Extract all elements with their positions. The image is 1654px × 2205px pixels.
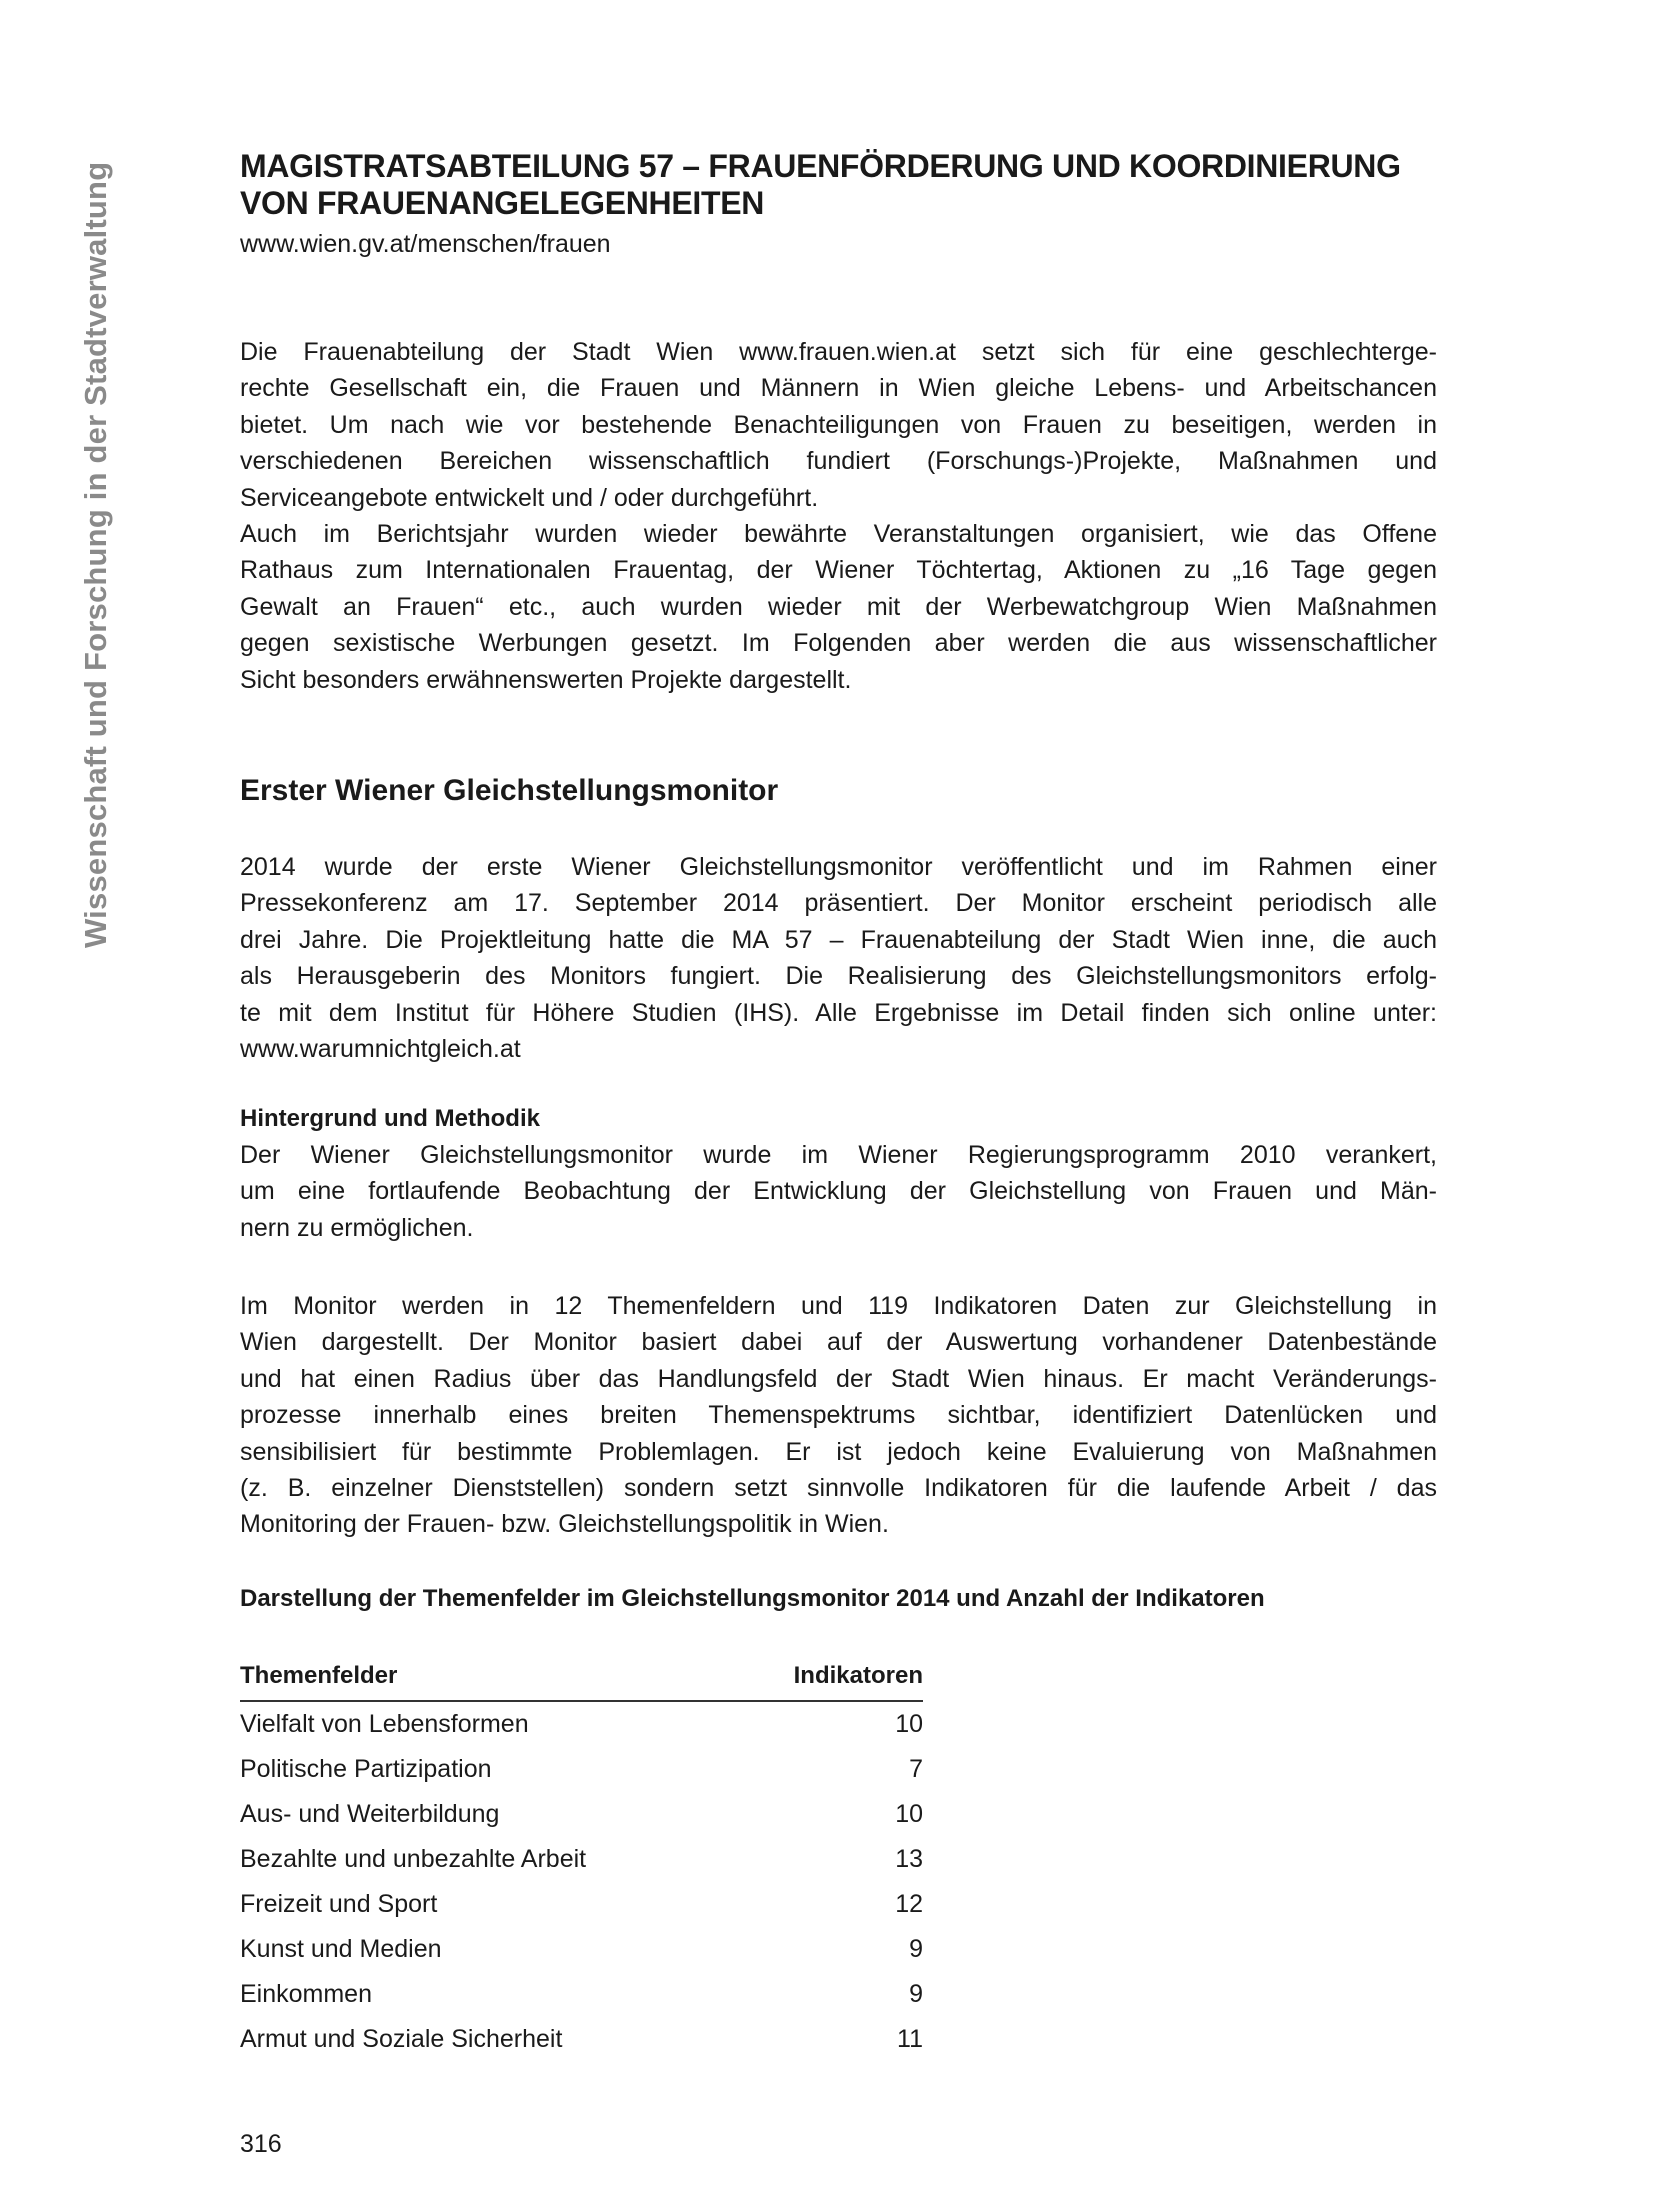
- themenfeld-cell: Kunst und Medien: [240, 1935, 442, 1963]
- text-line: nern zu ermöglichen.: [240, 1213, 474, 1242]
- text-line: www.warumnichtgleich.at: [240, 1034, 521, 1063]
- table-row: [240, 1882, 923, 1927]
- themenfeld-cell: Armut und Soziale Sicherheit: [240, 2025, 563, 2053]
- themenfeld-cell: Vielfalt von Lebensformen: [240, 1710, 529, 1738]
- department-url[interactable]: www.wien.gv.at/menschen/frauen: [240, 230, 611, 258]
- table-row: [240, 1701, 923, 1747]
- themenfelder-table: [240, 1662, 923, 2062]
- text-line: Monitoring der Frauen- bzw. Gleichstellungspolitik in Wien.: [240, 1510, 889, 1539]
- table-row: [240, 1927, 923, 1972]
- text-line: Rathaus zum Internationalen Frauentag, der Wiener Töchtertag, Aktionen zu „16 Tage gegen: [240, 556, 1437, 585]
- indikatoren-cell: 13: [895, 1845, 923, 1873]
- text-line: Die Frauenabteilung der Stadt Wien www.frauen.wien.at setzt sich für eine geschlechterge-: [240, 338, 1437, 366]
- indikatoren-cell: 9: [909, 1980, 923, 2008]
- column-header-indikatoren: Indikatoren: [737, 1662, 923, 1701]
- text-line: bietet. Um nach wie vor bestehende Benachteiligungen von Frauen zu beseitigen, werden in: [240, 410, 1437, 439]
- side-running-title: Wissenschaft und Forschung in der Stadtverwaltung: [78, 161, 113, 948]
- text-line: Gewalt an Frauen“ etc., auch wurden wieder mit der Werbewatchgroup Wien Maßnahmen: [240, 592, 1437, 621]
- text-line: Pressekonferenz am 17. September 2014 präsentiert. Der Monitor erscheint periodisch alle: [240, 889, 1437, 918]
- text-line: Der Wiener Gleichstellungsmonitor wurde im Wiener Regierungsprogramm 2010 verankert,: [240, 1141, 1437, 1169]
- section-title: Erster Wiener Gleichstellungsmonitor: [240, 774, 779, 807]
- table-caption: Darstellung der Themenfelder im Gleichstellungsmonitor 2014 und Anzahl der Indikatoren: [240, 1585, 1265, 1612]
- indikatoren-cell: 9: [909, 1935, 923, 1963]
- themenfeld-cell: Einkommen: [240, 1980, 372, 2008]
- column-header-themenfelder: Themenfelder: [240, 1662, 737, 1701]
- heading-line: VON FRAUENANGELEGENHEITEN: [240, 185, 765, 221]
- indikatoren-cell: 7: [909, 1755, 923, 1783]
- text-line: gegen sexistische Werbungen gesetzt. Im Folgenden aber werden die aus wissenschaftlicher: [240, 629, 1437, 658]
- text-line: Wien dargestellt. Der Monitor basiert dabei auf der Auswertung vorhandener Datenbestände: [240, 1328, 1437, 1357]
- section-paragraph: [240, 849, 1437, 1067]
- text-line: Serviceangebote entwickelt und / oder durchgeführt.: [240, 483, 819, 512]
- indikatoren-cell: 11: [897, 2025, 923, 2053]
- text-line: und hat einen Radius über das Handlungsfeld der Stadt Wien hinaus. Er macht Veränderungs-: [240, 1364, 1437, 1393]
- text-line: verschiedenen Bereichen wissenschaftlich fundiert (Forschungs-)Projekte, Maßnahmen und: [240, 447, 1437, 476]
- subsection-title: Hintergrund und Methodik: [240, 1105, 540, 1132]
- themenfeld-cell: Bezahlte und unbezahlte Arbeit: [240, 1845, 587, 1873]
- text-line: drei Jahre. Die Projektleitung hatte die MA 57 – Frauenabteilung der Stadt Wien inne, die auch: [240, 925, 1437, 954]
- subsection-paragraph-1: [240, 1137, 1437, 1246]
- text-line: rechte Gesellschaft ein, die Frauen und Männern in Wien gleiche Lebens- und Arbeitschancen: [240, 374, 1437, 403]
- themenfeld-cell: Politische Partizipation: [240, 1755, 492, 1783]
- table-row: [240, 2017, 923, 2062]
- indikatoren-cell: 10: [895, 1710, 923, 1738]
- text-line: (z. B. einzelner Dienststellen) sondern setzt sinnvolle Indikatoren für die laufende Arbeit / das: [240, 1473, 1437, 1502]
- intro-paragraph-1: [240, 334, 1437, 516]
- text-line: als Herausgeberin des Monitors fungiert. Die Realisierung des Gleichstellungsmonitors erfolg-: [240, 962, 1437, 991]
- table-row: [240, 1747, 923, 1792]
- page-number: 316: [240, 2130, 282, 2158]
- heading-line: MAGISTRATSABTEILUNG 57 – FRAUENFÖRDERUNG UND KOORDINIERUNG: [240, 148, 1401, 184]
- themenfeld-cell: Aus- und Weiterbildung: [240, 1800, 500, 1828]
- text-line: Im Monitor werden in 12 Themenfeldern und 119 Indikatoren Daten zur Gleichstellung in: [240, 1292, 1437, 1320]
- table-row: [240, 1792, 923, 1837]
- text-line: Sicht besonders erwähnenswerten Projekte dargestellt.: [240, 665, 852, 694]
- text-line: Auch im Berichtsjahr wurden wieder bewährte Veranstaltungen organisiert, wie das Offene: [240, 520, 1437, 548]
- indikatoren-cell: 12: [895, 1890, 923, 1918]
- text-line: 2014 wurde der erste Wiener Gleichstellungsmonitor veröffentlicht und im Rahmen einer: [240, 853, 1437, 881]
- text-line: um eine fortlaufende Beobachtung der Entwicklung der Gleichstellung von Frauen und Män-: [240, 1177, 1437, 1206]
- subsection-paragraph-2: [240, 1288, 1437, 1543]
- themenfeld-cell: Freizeit und Sport: [240, 1890, 438, 1918]
- table-row: [240, 1837, 923, 1882]
- intro-paragraph-2: [240, 516, 1437, 698]
- page-heading: [240, 148, 1437, 222]
- text-line: te mit dem Institut für Höhere Studien (IHS). Alle Ergebnisse im Detail finden sich online unter:: [240, 998, 1437, 1027]
- text-line: prozesse innerhalb eines breiten Themenspektrums sichtbar, identifiziert Datenlücken und: [240, 1401, 1437, 1430]
- text-line: sensibilisiert für bestimmte Problemlagen. Er ist jedoch keine Evaluierung von Maßnahmen: [240, 1437, 1437, 1466]
- indikatoren-cell: 10: [895, 1800, 923, 1828]
- table-row: [240, 1972, 923, 2017]
